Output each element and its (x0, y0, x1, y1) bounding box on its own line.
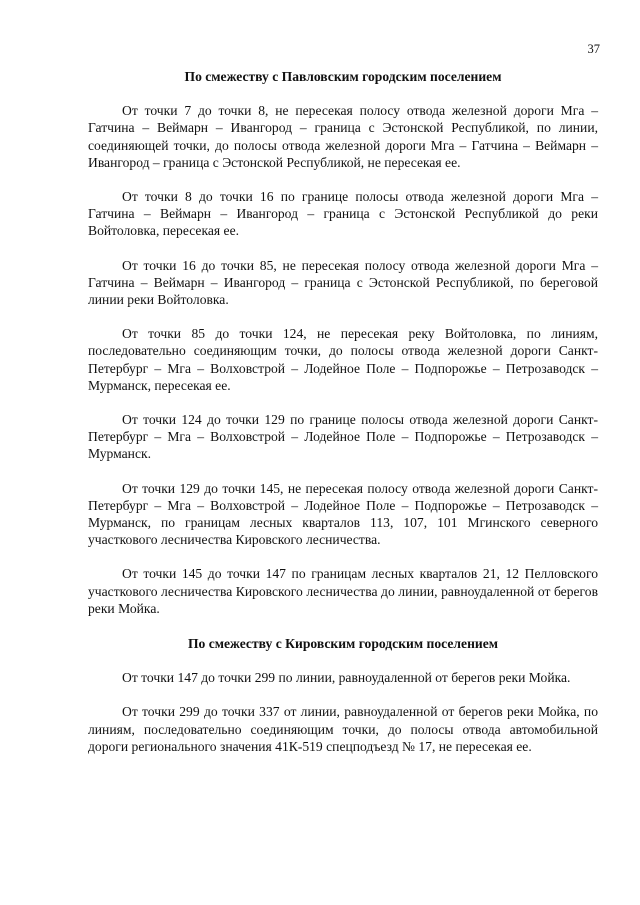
document-body (88, 68, 598, 755)
paragraph: От точки 7 до точки 8, не пересекая полосу отвода железной дороги Мга – Гатчина – Веймарн – Ивангород – граница с Эстонской Республикой, по линии, соединяющей точки, до полосы отвода железной дороги Мга – Гатчина – Веймарн – Ивангород – граница с Эстонской Республикой, не пересекая ее. (88, 103, 598, 170)
paragraph: От точки 299 до точки 337 от линии, равноудаленной от берегов реки Мойка, по линиям, последовательно соединяющим точки, до полосы отвода автомобильной дороги регионального значения 41К-519 спецподъезд № 17, не пересекая ее. (88, 704, 598, 754)
paragraph: От точки 147 до точки 299 по линии, равноудаленной от берегов реки Мойка. (122, 670, 571, 686)
paragraph: От точки 124 до точки 129 по границе полосы отвода железной дороги Санкт-Петербург – Мга – Волховстрой – Лодейное Поле – Подпорожье – Петрозаводск – Мурманск. (88, 412, 598, 462)
paragraph: От точки 16 до точки 85, не пересекая полосу отвода железной дороги Мга – Гатчина – Веймарн – Ивангород – граница с Эстонской Республикой, по береговой линии реки Войтоловка. (88, 257, 598, 308)
paragraph: От точки 129 до точки 145, не пересекая полосу отвода железной дороги Санкт-Петербург – Мга – Волховстрой – Лодейное Поле – Подпорожье – Петрозаводск – Мурманск, по границам лесных кварталов 113, 107, 101 Мгинского северного участкового лесничества Кировского лесничества. (88, 480, 598, 548)
paragraph: От точки 145 до точки 147 по границам лесных кварталов 21, 12 Пелловского участкового лесничества Кировского лесничества до линии, равноудаленной от берегов реки Мойка. (88, 566, 598, 616)
section-heading-kirovsk: По смежеству с Кировским городским поселением (187, 636, 499, 652)
page-number: 37 (587, 42, 600, 56)
paragraph: От точки 85 до точки 124, не пересекая реку Войтоловка, по линиям, последовательно соединяющим точки, до полосы отвода железной дороги Санкт-Петербург – Мга – Волховстрой – Лодейное Поле – Подпорожье – Петрозаводск – Мурманск, пересекая ее. (88, 326, 598, 393)
paragraph: От точки 8 до точки 16 по границе полосы отвода железной дороги Мга – Гатчина – Веймарн – Ивангород – граница с Эстонской Республикой до реки Войтоловка, пересекая ее. (88, 189, 598, 239)
section-heading-pavlovsk: По смежеству с Павловским городским поселением (184, 69, 502, 84)
